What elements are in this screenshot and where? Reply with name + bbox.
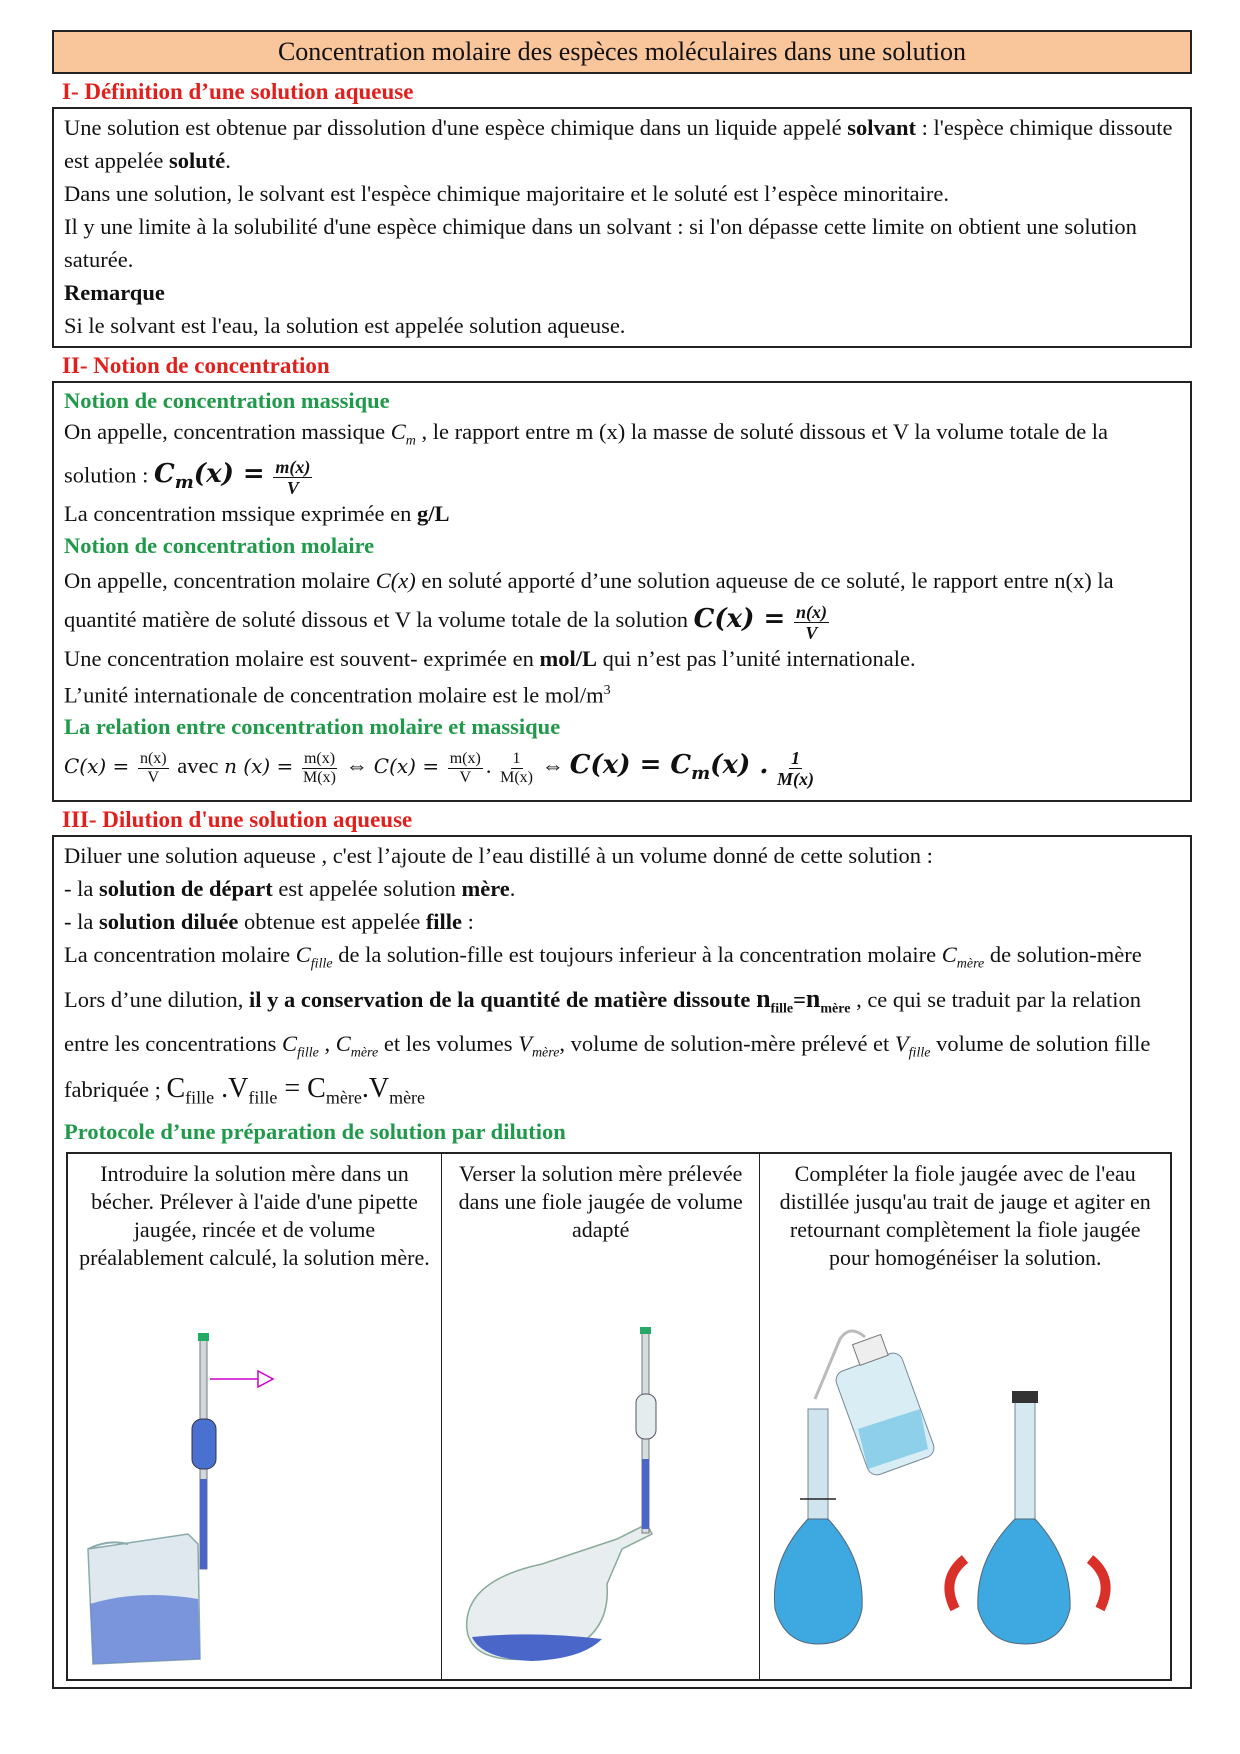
- section-3-box: [52, 835, 1192, 1689]
- page: [52, 30, 1192, 1689]
- protocol-step-1: [68, 1154, 442, 1679]
- mass-concentration-title: Notion de concentration massique: [64, 388, 390, 413]
- molar-formula: C(x) =: [693, 604, 786, 635]
- s1-paragraph-3: Il y une limite à la solubilité d'une espèce chimique dans un solvant : si l'on dépasse cette limite on obtient une solution saturée.: [64, 214, 1137, 272]
- section-1-heading: I- Définition d’une solution aqueuse: [62, 79, 414, 104]
- protocol-title: Protocole d’une préparation de solution par dilution: [64, 1119, 566, 1145]
- section-2-heading: II- Notion de concentration: [62, 353, 330, 378]
- s1-remark: Si le solvant est l'eau, la solution est appelée solution aqueuse.: [64, 313, 626, 338]
- mass-fraction: $\frac{m(x)}{V}$: [275, 456, 311, 498]
- flask-pipette-illustration: [442, 1319, 764, 1679]
- wash-bottle-flask-illustration: [760, 1319, 1174, 1679]
- relation-title: La relation entre concentration molaire et massique: [64, 714, 561, 740]
- step-2-text: Verser la solution mère prélevée dans une fiole jaugée de volume adapté: [458, 1161, 743, 1243]
- molar-concentration-def: On appelle, concentration molaire C(x) en soluté apporté d’une solution aqueuse de ce soluté, le rapport entre n(x) la quantité matière de soluté dissous et V la volume totale de la solution C(x) = $\frac{n(x)}{V}$: [64, 568, 1114, 643]
- si-unit: L’unité internationale de concentration molaire est le mol/$m^3$: [64, 682, 611, 708]
- s1-paragraph-1: Une solution est obtenue par dissolution d'une espèce chimique dans un liquide appelé solvant : l'espèce chimique dissoute est appelée soluté.: [64, 115, 1173, 173]
- rel-frac-2: $\frac{m(x)}{M(x)}$: [303, 749, 336, 786]
- step-3-text: Compléter la fiole jaugée avec de l'eau distillée jusqu'au trait de jauge et agiter en retournant complètement la fiole jaugée pour homogénéiser la solution.: [779, 1161, 1151, 1271]
- molar-unit: Une concentration molaire est souvent- exprimée en mol/L qui n’est pas l’unité internationale.: [64, 645, 916, 671]
- s3-bullet-1: - la solution de départ est appelée solution mère.: [64, 876, 516, 902]
- rel-frac-1: $\frac{n(x)}{V}$: [139, 749, 167, 786]
- protocol-table: [66, 1152, 1172, 1681]
- s3-paragraph-1: Diluer une solution aqueuse , c'est l’ajoute de l’eau distillé à un volume donné de cette solution :: [64, 843, 933, 869]
- molar-concentration-title: Notion de concentration molaire: [64, 533, 375, 559]
- s1-paragraph-2: Dans une solution, le solvant est l'espèce chimique majoritaire et le soluté est l’espèce minoritaire.: [64, 181, 950, 206]
- page-title: Concentration molaire des espèces moléculaires dans une solution: [52, 30, 1192, 74]
- section-3-heading: III- Dilution d'une solution aqueuse: [62, 807, 413, 833]
- section-2-box: [52, 381, 1192, 802]
- step-1-text: Introduire la solution mère dans un bécher. Prélever à l'aide d'une pipette jaugée, rincée et de volume préalablement calculé, la solution mère.: [79, 1161, 430, 1271]
- section-1-box: [52, 107, 1192, 348]
- mass-unit: La concentration mssique exprimée en g/L: [64, 501, 450, 527]
- s3-paragraph-2: La concentration molaire $C_{fille}$ de la solution-fille est toujours inferieur à la concentration molaire $C_{mère}$ de solution-mère: [64, 942, 1142, 972]
- rel-frac-4: $\frac{1}{M(x)}$: [500, 749, 533, 786]
- molar-fraction: $\frac{n(x)}{V}$: [795, 601, 827, 643]
- s3-paragraph-3: Lors d’une dilution, il y a conservation de la quantité de matière dissoute $n_{fille}=n_{mère}$ , ce qui se traduit par la relation entre les concentrations $C_{fille}$ , $C_{mère}$ et les volumes $V_{mère}$, volume de solution-mère prélevé et $V_{fille}$ volume de solution fille fabriquée ; $C_{fille}$ $.V_{fille} = C_{mère}.V_{mère}$: [64, 983, 1151, 1108]
- mass-formula: $C_m(x)$ =: [154, 459, 265, 494]
- mass-concentration-def: On appelle, concentration massique $C_m$ , le rapport entre m (x) la masse de soluté dissous et V la volume totale de la solution : $C_m(x)$ = $\frac{m(x)}{V}$: [64, 419, 1109, 498]
- rel-frac-5: $\frac{1}{M(x)}$: [777, 747, 815, 789]
- pipette-beaker-illustration: [68, 1319, 446, 1679]
- s1-remark-label: Remarque: [64, 280, 165, 305]
- dilution-equation: $C_{fille}$ $.V_{fille} = C_{mère}.V_{mère}$: [166, 1072, 426, 1108]
- protocol-step-3: [760, 1154, 1170, 1679]
- protocol-step-2: [442, 1154, 761, 1679]
- rel-frac-3: $\frac{m(x)}{V}$: [449, 749, 481, 786]
- s3-bullet-2: - la solution diluée obtenue est appelée fille :: [64, 909, 474, 935]
- relation-formula: C(x) = $\frac{n(x)}{V}$ avec n (x) = $\frac{m(x)}{M(x)}$ ⇔ C(x) = $\frac{m(x)}{V}$ . $\frac{1}{M(x)}$ ⇔ $C(x) = C_m(x)$ . $\frac{1}{M(x)}$: [64, 747, 815, 789]
